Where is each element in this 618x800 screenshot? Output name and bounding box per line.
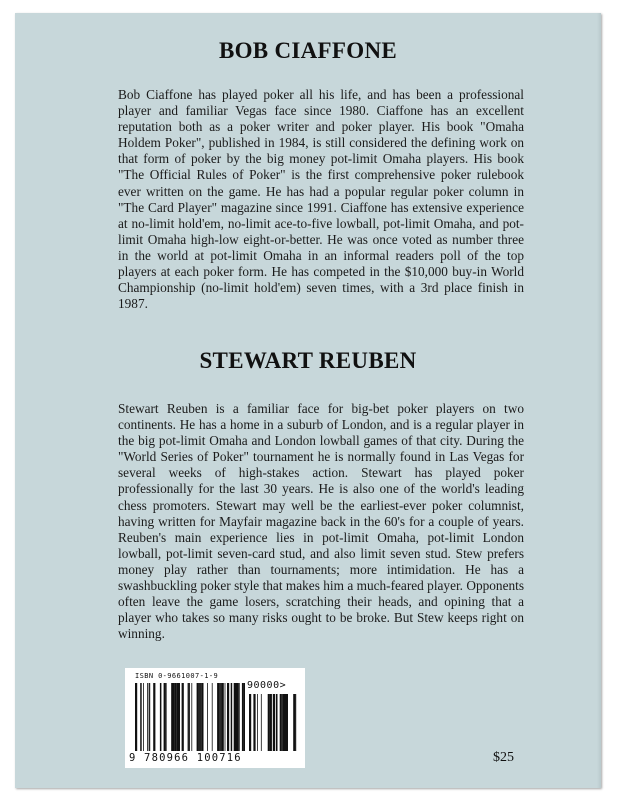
author-heading-ciaffone: BOB CIAFFONE [218,38,398,63]
addon-barcode-bars [249,694,297,751]
book-back-cover [15,13,601,788]
author-heading-reuben: STEWART REUBEN [199,348,417,373]
ean-digits-text: 9 780966 100716 [129,752,242,764]
price-code-text: 90000> [247,680,287,691]
price-label: $25 [493,750,514,765]
author-bio-ciaffone: Bob Ciaffone has played poker all his life, and has been a professional player and familiar Vegas face since 1980. Ciaffone has an excellent reputation both as a poker writer and poker player. His book "Omaha Holdem Poker", published in 1984, is still considered the defining work on that form of poker by the big money pot-limit Omaha players. His book "The Official Rules of Poker" is the first comprehensive poker rulebook ever written on the game. He has had a popular regular poker column in "The Card Player" magazine since 1991. Ciaffone has extensive experience at no-limit hold'em, no-limit ace-to-five lowball, pot-limit Omaha, and pot-limit Omaha high-low eight-or-better. He was once voted as number three in the world at pot-limit Omaha in an informal readers poll of the top players at each poker form. He has competed in the $10,000 buy-in World Championship (no-limit hold'em) seven times, with a 3rd place finish in 1987. [118,87,524,312]
isbn-text: ISBN 0-9661007-1-9 [135,672,219,680]
ean-barcode-bars [135,683,245,751]
author-bio-reuben: Stewart Reuben is a familiar face for big-bet poker players on two continents. He has a home in a suburb of London, and is a regular player in the big pot-limit Omaha and London lowball games of that city. During the "World Series of Poker" tournament he is normally found in Las Vegas for several weeks of high-stakes action. Stewart has played poker professionally for the last 30 years. He is also one of the world's leading chess promoters. Stewart may well be the earliest-ever poker columnist, having written for Mayfair magazine back in the 60's for a couple of years. Reuben's main experience lies in pot-limit Omaha, pot-limit London lowball, pot-limit seven-card stud, and also limit seven stud. Stew prefers money play rather than tournaments; more intimidation. He has a swashbuckling poker style that makes him a much-feared player. Opponents often leave the game losers, scratching their heads, and opining that a player who takes so many risks ought to be broke. But Stew keeps right on winning. [118,401,524,642]
barcode-label [125,668,305,768]
